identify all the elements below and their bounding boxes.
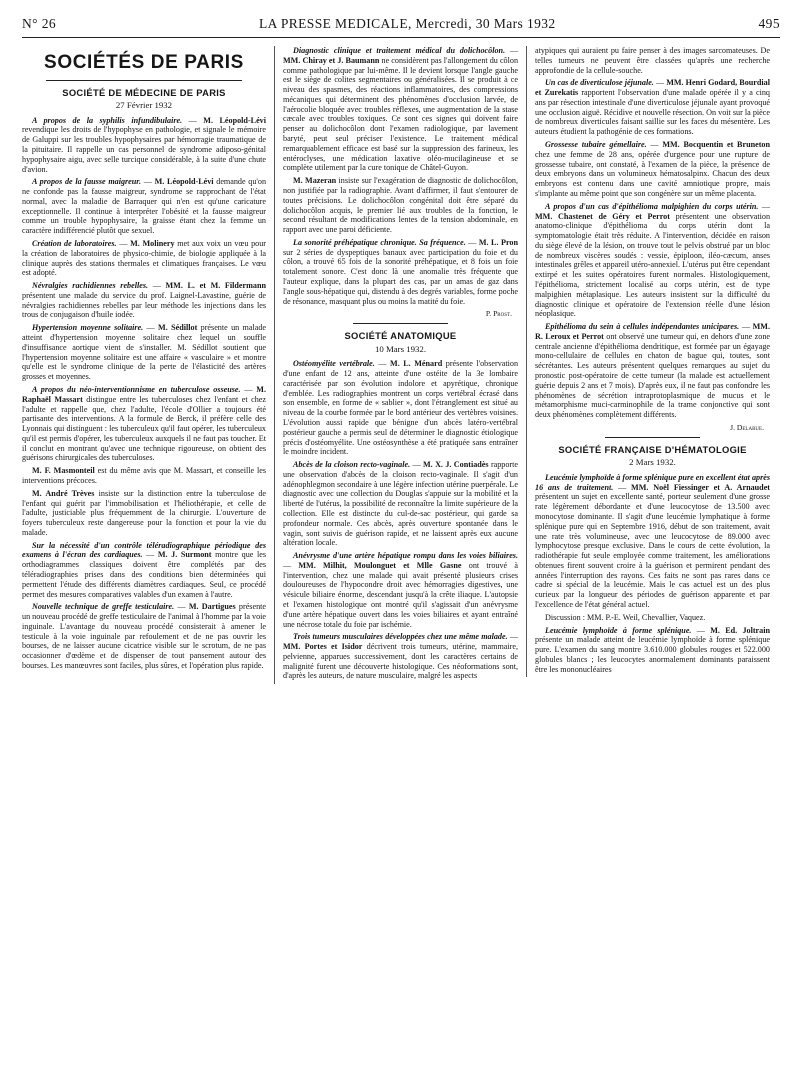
society-date: 2 Mars 1932. bbox=[629, 457, 676, 468]
article-entry: A propos de la fausse maigreur. — M. Léopold-Lévi demande qu'on ne confonde pas la fausse maigreur, syndrome se rapprochant de l'état normal, avec la maladie de Barraquer qui n'en est qu'une caricature exceptionnelle. Il continue à interpréter l'obésité et la fausse maigreur comme un trouble hypophysaire, la graisse étant chez la femme un caractère indifférencié plutôt que sexuel. bbox=[22, 177, 267, 236]
entry-title: Un cas de diverticulose jéjunale. bbox=[545, 78, 654, 88]
entry-authors: M. X. J. Contiadès bbox=[423, 460, 489, 470]
entry-title: Anévrysme d'une artère hépatique rompu dans les voies biliaires. bbox=[293, 551, 518, 561]
entry-authors: MM. Portes et Isidor bbox=[283, 642, 363, 652]
society-title: SOCIÉTÉ DE MÉDECINE DE PARIS bbox=[62, 86, 226, 98]
entry-authors: M. Raphaël Massart bbox=[22, 384, 266, 404]
entry-authors: MM. Noël Fiessinger et A. Arnaudet bbox=[631, 482, 771, 492]
article-entry: Nouvelle technique de greffe testiculaire. — M. Dartigues présente un nouveau procédé de greffe testiculaire de l'animal à l'homme par la voie inguinale. L'avantage du nouveau procédé consisterait à amener le testicule à la voie inguinale par refoulement et de ne pas ouvrir les bourses, de ne laisser aucune cicatrice visible sur le scrotum, de ne pas occasionner d'œdème et de dispenser de tout pansement autour des bourses. Les manœuvres sont faciles, plus sûres, et l'opération plus rapide. bbox=[22, 602, 266, 671]
article-entry bbox=[535, 613, 770, 623]
entry-title: Sur la nécessité d'un contrôle téléradiographique périodique des examens à l'écran des cardiaques. bbox=[22, 540, 266, 560]
page-header bbox=[22, 16, 780, 38]
entry-text: présentent un sujet en excellente santé, porteur seulement d'une grosse rate légèrement débordante et d'une leucocytose de 13.500 avec monocytose dominante. Il s'agit d'une leucémie lymphatique à forme splénique pure qui en Septembre 1916, début de son traitement, avait une rate très volumineuse, avec une leucocytose de 89.000 avec lymphocytose presque exclusive. Dans le cours de cette évolution, la radiothérapie fut seule employée comme traitement, les améliorations obtenues firent souvent croire à la guérison et permirent pendant des années l'interruption des rayons. Ces faits ne sont pas rares dans ce cadre si spécial de la leucémie. Mais le cas actuel est un des plus curieux par la longueur des périodes de guérison apparente et par l'excellence de l'état général actuel. bbox=[535, 492, 770, 609]
entry-text: chez une femme de 28 ans, opérée d'urgence pour une rupture de grossesse tubaire, ont constaté, à l'examen de la pièce, la présence de deux embryons dans un volumineux hématosalpinx. Chacun des deux embryons est contenu dans une cavité amniotique propre, mais s'implante au même point que son congénère sur un même placenta. bbox=[535, 149, 770, 198]
entry-authors: M. Molinery bbox=[130, 239, 175, 248]
article-entry: Névralgies rachidiennes rebelles. — MM. L. et M. Fildermann présentent une malade du service du prof. Laignel-Lavastine, guérie de névralgies rachidiennes rebelles par leur méthode les injections dans les trous de conjugaison d'huile iodée. bbox=[22, 281, 266, 320]
article-entry bbox=[22, 466, 266, 486]
society-title: SOCIÉTÉ FRANÇAISE D'HÉMATOLOGIE bbox=[558, 444, 747, 456]
entry-title: La sonorité préhépatique chronique. Sa fréquence. bbox=[293, 237, 466, 247]
divider bbox=[46, 80, 242, 81]
entry-text: ne considèrent pas l'allongement du côlon comme pathologique par lui-même. Il le devient lorsque l'angle gauche est le siège de colites segmentaires ou généralisées. Il se produit à ce niveau des spasmes, des réactions inflammatoires, des compressions mécaniques qui déterminent des phénomènes d'occlusion larvée, de l'aérocolie bloquée avec troubles réflexes, une augmentation de la stase cæcale avec troubles toxiques. Ce sont ces signes qui doivent faire penser au dolichocôlon dont l'examen radiologique, par lavement baryté, peut seul préciser l'existence. Le traitement médical remarquablement efficace est basé sur la suppression des farineux, les entéroclyses, une médication laxative oléo-mucilagineuse et se complète utilement par la cure tonique de Châtel-Guyon. bbox=[283, 55, 519, 173]
article-entry: Diagnostic clinique et traitement médical du dolichocôlon. — MM. Chiray et J. Baumann ne considèrent pas l'allongement du côlon comme pathologique par lui-même. Il le devient lorsque l'angle gauche est le siège de colites segmentaires ou généralisées. Il se produit à ce niveau des spasmes, des réactions inflammatoires, des compressions mécaniques qui déterminent des phénomènes d'occlusion larvée, de l'aérocolie bloquée avec troubles réflexes, une augmentation de la stase cæcale avec troubles toxiques. Ce sont ces signes qui doivent faire penser au dolichocôlon dont l'examen radiologique, par lavement baryté, peut seul préciser l'existence. Le traitement médical remarquablement efficace est basé sur la suppression des farineux, les entéroclyses, une médication laxative oléo-mucilagineuse et se complète utilement par la cure tonique de Châtel-Guyon. bbox=[283, 46, 519, 173]
entry-title: Leucémie lymphoïde à forme splénique pure en excellent état après 16 ans de traitement. bbox=[535, 472, 770, 492]
main-title: SOCIÉTÉS DE PARIS bbox=[44, 52, 244, 73]
entry-title: Nouvelle technique de greffe testiculaire. bbox=[32, 602, 175, 612]
entry-title: Névralgies rachidiennes rebelles. bbox=[32, 281, 149, 291]
entry-authors: M. J. Surmont bbox=[157, 550, 212, 560]
article-entry bbox=[283, 176, 518, 235]
article-entry: Un cas de diverticulose jéjunale. — MM. Henri Godard, Bourdial et Zurekatis rapportent l'observation d'une malade opérée il y a cinq ans par résection intestinale d'une diverticulose jéjunale ayant provoqué une occlusion aiguë. Récidive et nouvelle résection. On voit sur la pièce de nombreux diverticules faisant saillie sur les faces du mésentère. Les auteurs étudient la pathogénie de ces formations. bbox=[535, 78, 771, 137]
signature: J. Delarue. bbox=[730, 422, 764, 432]
entry-text: décrivent trois tumeurs, utérine, mammaire, pelvienne, apparues successivement, dont les caractères certains de malignité furent une découverte histologique. Ces néoformations sont, d'après les auteurs, de nature musculaire, malgré les aspects bbox=[283, 642, 519, 681]
entry-text: Discussion : MM. P.-E. Weil, Chevallier, Vaquez. bbox=[545, 612, 706, 622]
signature: P. Prost. bbox=[485, 309, 512, 319]
entry-authors: M. F. Masmonteil bbox=[32, 466, 95, 476]
entry-title: Trois tumeurs musculaires développées chez une même malade. bbox=[293, 632, 508, 642]
article-entry: Anévrysme d'une artère hépatique rompu dans les voies biliaires. — MM. Milhit, Moulonguet et Mlle Gasne ont trouvé à l'intervention, chez une malade qui avait présenté plusieurs crises douloureuses de l'hypocondre droit avec hémorragies digestives, une vésicule biliaire énorme, descendant jusqu'à la crête iliaque. L'autopsie et l'examen histologique ont montré qu'il s'agissait d'un anévrysme d'une artère hépatique ouvert dans les voies biliaires et ayant entraîné une nécrose totale du foie par ischémie. bbox=[283, 551, 519, 629]
article-entry: Création de laboratoires. — M. Molinery met aux voix un vœu pour la création de laboratoires de physico-chimie, de biologie appliquée à la clinique auprès des stations thermales et climatiques françaises. Le vœu est adopté. bbox=[22, 239, 267, 278]
article-entry: Trois tumeurs musculaires développées chez une même malade. — MM. Portes et Isidor décrivent trois tumeurs, utérine, mammaire, pelvienne, apparues successivement, dont les caractères certains de malignité furent une découverte histologique. Ces néoformations sont, d'après les auteurs, de nature musculaire, malgré les aspects bbox=[283, 632, 519, 681]
article-entry: Hypertension moyenne solitaire. — M. Sédillot présente un malade atteint d'hypertension moyenne solitaire chez lequel un souffle d'insuffisance aortique vient de s'installer. M. Sédillot soutient que l'hypertension moyenne solitaire est une affaire « vasculaire » et montre qu'elle est le syndrome clinique de la perte de l'élasticité des artères grosses et moyennes. bbox=[22, 323, 267, 382]
entry-text: met aux voix un vœu pour la création de laboratoires de physico-chimie, de biologie appliquée à la clinique auprès des stations thermales et climatiques françaises. Le vœu est adopté. bbox=[22, 239, 267, 278]
entry-text: présentent une malade du service du prof. Laignel-Lavastine, guérie de névralgies rachidiennes rebelles par leur méthode les injections dans les trous de conjugaison d'huile iodée. bbox=[22, 290, 266, 320]
entry-text: rapporte une observation d'abcès de la cloison recto-vaginale. Il s'agit d'un adénophlegmon secondaire à une légère infection utérine puerpérale. Le diagnostic avec une collection du Douglas s'appuie sur la mobilité et la liberté de l'utérus, la possibilité de reconnaître la limite supérieure de la collection. Elle est distincte du cul-de-sac postérieur, qui garde sa profondeur normale. Ces abcès, après ouverture spontanée dans le vagin, sont suivis de guérison rapide, et ne laissent après eux aucune altération locale. bbox=[283, 460, 519, 548]
entry-text: présente un nouveau procédé de greffe testiculaire de l'animal à l'homme par la voie inguinale. L'avantage du nouveau procédé consisterait à amener le testicule à la voie inguinale par refoulement et de ne pas ouvrir les bourses, de ne laisser aucune cicatrice visible sur le scrotum, de ne pas occasionner d'œdème et de dispenser de tout pansement autour des bourses. Les manœuvres sont faciles, plus sûres, et l'opération plus rapide. bbox=[22, 602, 266, 671]
society-date: 10 Mars 1932. bbox=[374, 343, 427, 354]
page-number: 495 bbox=[758, 16, 780, 31]
entry-title: Hypertension moyenne solitaire. bbox=[32, 323, 144, 333]
entry-title: Ostéomyélite vertébrale. bbox=[293, 359, 375, 369]
entry-title: A propos de la syphilis infundibulaire. bbox=[32, 115, 183, 125]
entry-authors: M. Léopold-Lévi bbox=[154, 177, 214, 187]
column-3 bbox=[526, 46, 778, 677]
entry-title: Création de laboratoires. bbox=[32, 239, 117, 248]
article-entry bbox=[22, 489, 266, 538]
entry-authors: MM. Chiray et J. Baumann bbox=[283, 55, 380, 65]
entry-title: Leucémie lymphoïde à forme splénique. bbox=[545, 625, 692, 635]
entry-authors: M. Sédillot bbox=[158, 323, 198, 333]
column-2 bbox=[274, 46, 526, 684]
entry-text: ont observé une tumeur qui, en dehors d'une zone centrale ancienne d'épithélioma dendritique, est formée par un égayage mono-cellulaire de cellules en chaton de bague qui, toutes, sont sécrétantes. Les auteurs présentent quelques remarques au sujet du pronostic post-opératoire de cette tumeur (la malade est actuellement guérie depuis 2 ans et 7 mois). D'après eux, il ne faut pas confondre les phénomènes de sécrétion intraprotoplasmique de mucus et le métamorphisme muci-carminophile de la trame conjonctive qui sont deux phénomènes complètement différents. bbox=[535, 331, 770, 420]
entry-authors: M. L. Pron bbox=[478, 237, 519, 247]
article-entry: A propos d'un cas d'épithélioma malpighien du corps utérin. — MM. Chastenet de Géry et Perrot présentent une observation anatomo-clinique d'épithélioma du corps utérin dont la symptomatologie était très réduite. A l'intervention, décidée en raison du siège élevé de la lésion, on trouve tout le pelvis obstrué par un bloc de nombreux viscères soudés : vessie, épiploon, iléo-cæcum, anses intestinales grêles et appareil utéro-annexiel. L'utérus put être cependant extirpé et les suites opératoires furent normales. Histologiquement, l'épithélioma, strictement localisé au corps utérin, est de type malpighien métaplasique. Les auteurs insistent sur la difficulté du diagnostic clinique et opératoire de l'extension réelle d'une lésion néoplasique. bbox=[535, 201, 771, 319]
society-date: 27 Février 1932 bbox=[115, 100, 173, 111]
entry-text: insiste sur la distinction entre la tuberculose de l'enfant qui guérit par l'immobilisation et l'héliothérapie, et celle de l'adulte, justiciable plus fréquemment de la chirurgie. L'ouverture de foyers tuberculeux reste dangereuse pour la fonction et pour la vie du malade. bbox=[22, 488, 266, 537]
entry-title: Abcès de la cloison recto-vaginale. bbox=[293, 460, 411, 470]
entry-text: ont trouvé à l'intervention, chez une malade qui avait présenté plusieurs crises douloureuses de l'hypocondre droit avec hémorragies digestives, une vésicule biliaire énorme, descendant jusqu'à la crête iliaque. L'autopsie et l'examen histologique ont montré qu'il s'agissait d'un anévrysme d'une artère hépatique ouvert dans les voies biliaires et ayant entraîné une nécrose totale du foie par ischémie. bbox=[283, 560, 519, 629]
entry-title: A propos du néo-interventionnisme en tuberculose osseuse. bbox=[32, 384, 241, 394]
entry-authors: MM. Chastenet de Géry et Perrot bbox=[535, 211, 670, 221]
entry-text: présente un malade atteint de leucémie lymphoïde à forme splénique pure. L'examen du sang montre 3.610.000 globules rouges et 522.000 globules blancs ; les leucocytes anormalement dominants paraissent être les mononucléaires bbox=[535, 635, 770, 674]
entry-title: Diagnostic clinique et traitement médical du dolichocôlon. bbox=[293, 46, 506, 55]
entry-text: présentent une observation anatomo-clinique d'épithélioma du corps utérin dont la symptomatologie était très réduite. A l'intervention, décidée en raison du siège élevé de la lésion, on trouve tout le pelvis obstrué par un bloc de nombreux viscères soudés : vessie, épiploon, iléo-cæcum, anses intestinales grêles et appareil utéro-annexiel. L'utérus put être cependant extirpé et les suites opératoires furent normales. Histologiquement, l'épithélioma, strictement localisé au corps utérin, est de type malpighien métaplasique. Les auteurs insistent sur la difficulté du diagnostic clinique et opératoire de l'extension réelle d'une lésion néoplasique. bbox=[535, 211, 771, 319]
article-entry: Leucémie lymphoïde à forme splénique. — M. Ed. Joltrain présente un malade atteint de leucémie lymphoïde à forme splénique pure. L'examen du sang montre 3.610.000 globules rouges et 522.000 globules blancs ; les leucocytes anormalement dominants paraissent être les mononucléaires bbox=[535, 625, 770, 674]
continued-text: atypiques qui auraient pu faire penser à des images sarcomateuses. De telles tumeurs ne peuvent être classées qu'après une recherche approfondie de la cellule-souche. bbox=[535, 46, 770, 75]
article-entry: A propos du néo-interventionnisme en tuberculose osseuse. — M. Raphaël Massart distingue entre les tuberculoses chez l'enfant et chez l'adulte et rappelle que, chez l'adulte, l'école d'Ollier a toujours été partisante des interventions. A la formule de Berck, il préfère celle des Lyonnais qui distinguent : les tuberculeux qu'il faut opérer, les tuberculeux qu'il est permis d'opérer, les tuberculeux auxquels il ne faut pas toucher. Et il conclut en montrant qu'avec une technique rigoureuse, on obtient des guérisons chirurgicales des tuberculoses. bbox=[22, 384, 266, 463]
entry-text: sur 2 séries de dyspeptiques banaux avec participation du foie et du côlon, a trouvé 65 fois de la sonorité préhépatique, et 8 fois un foie totalement sonore. C'est donc là une anomalie très fréquente que l'auteur explique, dans la plupart des cas, par un amas de gaz dans l'angle sous-hépatique qui, distendu à des degrés variables, forme poche de résonance, masquant plus ou moins la matité du foie. bbox=[283, 247, 518, 306]
article-entry: Leucémie lymphoïde à forme splénique pure en excellent état après 16 ans de traitement. — MM. Noël Fiessinger et A. Arnaudet présentent un sujet en excellente santé, porteur seulement d'une grosse rate légèrement débordante et d'une leucocytose de 13.500 avec monocytose dominante. Il s'agit d'une leucémie lymphatique à forme splénique pure qui en Septembre 1916, début de son traitement, avait une rate très volumineuse, avec une leucocytose de 89.000 avec lymphocytose presque exclusive. Dans le cours de cette évolution, la radiothérapie fut seule employée comme traitement, les améliorations obtenues firent souvent croire à la guérison et permirent pendant des années l'interruption des rayons. Ces faits ne sont pas rares dans ce cadre si spécial de la leucémie. Mais le cas actuel est un des plus curieux par la longueur des périodes de guérison apparente et par l'excellence de l'état général actuel. bbox=[535, 472, 771, 609]
entry-authors: M. L. Ménard bbox=[390, 359, 443, 369]
entry-text: distingue entre les tuberculoses chez l'enfant et chez l'adulte et rappelle que, chez l'adulte, l'école d'Ollier a toujours été partisante des interventions. A la formule de Berck, il préfère celle des Lyonnais qui distinguent : les tuberculeux qu'il faut opérer, les tuberculeux qu'il est permis d'opérer, les tuberculeux auxquels il ne faut pas toucher. Et il conclut en montrant qu'avec une technique rigoureuse, on obtient des guérisons chirurgicales des tuberculoses. bbox=[22, 394, 266, 463]
entry-text: insiste sur l'exagération de diagnostic de dolichocôlon, non justifiée par la radiographie. Avant d'affirmer, il faut s'entourer de toutes précisions. Le dolichocôlon congénital doit être séparé du dolichocôlon acquis, le premier lié aux troubles de la fonction, le second résultant de modifications lentes de la tension abdominale, en rapport avec une paroi déficiente. bbox=[283, 176, 519, 235]
entry-title: Grossesse tubaire gémellaire. bbox=[545, 140, 647, 150]
article-entry: Ostéomyélite vertébrale. — M. L. Ménard présente l'observation d'une enfant de 12 ans, atteinte d'une ostéite de la 3e lombaire caractérisée par son évolution indolore et apyrétique, chronique d'emblée. Les radiographies montrent un corps vertébral écrasé dans son ensemble, en forme de « sablier », dont l'étranglement est situé au niveau de la courbe formée par le bord antérieur des vertèbres voisines. L'évolution aussi rapide que bénigne d'un abcès latéro-vertébral postérieur gauche a permis seul de déterminer le diagnostic étiologique précis d'ostéomyélite. Une ostéosynthèse a été pratiquée sans entraîner le moindre incident. bbox=[283, 359, 519, 457]
entry-title: A propos d'un cas d'épithélioma malpighien du corps utérin. bbox=[545, 201, 759, 211]
article-entry: Sur la nécessité d'un contrôle téléradiographique périodique des examens à l'écran des cardiaques. — M. J. Surmont montre que les orthodiagrammes classiques doivent être complétés par des téléradiographies prises dans des conditions bien déterminées qui permettent l'étude des différents diamètres cardiaques. Seul, ce procédé permet des mesures comparatives valables d'un examen à l'autre. bbox=[22, 540, 267, 599]
column-1 bbox=[22, 46, 274, 674]
entry-authors: M. Léopold-Lévi bbox=[203, 115, 266, 125]
entry-authors: M. Mazeran bbox=[293, 176, 337, 186]
entry-authors: M. Dartigues bbox=[188, 602, 236, 612]
entry-authors: MM. Henri Godard, Bourdial et Zurekatis bbox=[535, 78, 771, 98]
entry-text: demande qu'on ne confonde pas la fausse maigreur, syndrome se rapprochant de l'état normal, avec la maladie de Barraquer qui n'en est qu'une caricature exceptionnelle. Il continue à interpréter l'obésité et la fausse maigreur comme un trouble hypophysaire, la graisse étant chez la femme un caractère indifférencié plutôt que sexuel. bbox=[22, 177, 267, 236]
entry-authors: M. André Trèves bbox=[32, 488, 95, 498]
entry-authors: MM. Milhit, Moulonguet et Mlle Gasne bbox=[298, 560, 462, 570]
entry-title: Epithélioma du sein à cellules indépendantes unicipares. bbox=[545, 322, 740, 332]
society-title: SOCIÉTÉ ANATOMIQUE bbox=[344, 330, 457, 342]
entry-text: montre que les orthodiagrammes classiques doivent être complétés par des téléradiographies prises dans des conditions bien déterminées qui permettent l'étude des différents diamètres cardiaques. Seul, ce procédé permet des mesures comparatives valables d'un examen à l'autre. bbox=[22, 550, 267, 599]
entry-authors: MM. L. et M. Fildermann bbox=[165, 281, 266, 291]
entry-text: est du même avis que M. Massart, et conseille les interventions précoces. bbox=[22, 466, 266, 485]
entry-text: présente l'observation d'une enfant de 12 ans, atteinte d'une ostéite de la 3e lombaire caractérisée par son évolution indolore et apyrétique, chronique d'emblée. Les radiographies montrent un corps vertébral écrasé dans son ensemble, en forme de « sablier », dont l'étranglement est situé au niveau de la courbe formée par le bord antérieur des vertèbres voisines. L'évolution aussi rapide que bénigne d'un abcès latéro-vertébral postérieur gauche a permis seul de déterminer le diagnostic étiologique précis d'ostéomyélite. Une ostéosynthèse a été pratiquée sans entraîner le moindre incident. bbox=[283, 359, 519, 457]
article-entry: La sonorité préhépatique chronique. Sa fréquence. — M. L. Pron sur 2 séries de dyspeptiques banaux avec participation du foie et du côlon, a trouvé 65 fois de la sonorité préhépatique, et 8 fois un foie totalement sonore. C'est donc là une anomalie très fréquente que l'auteur explique, dans la plupart des cas, par un amas de gaz dans l'angle sous-hépatique qui, distendu à des degrés variables, forme poche de résonance, masquant plus ou moins la matité du foie. bbox=[283, 237, 519, 306]
entry-text: présente un malade atteint d'hypertension moyenne solitaire chez lequel un souffle d'insuffisance aortique vient de s'installer. M. Sédillot soutient que l'hypertension moyenne solitaire est une affaire « vasculaire » et montre qu'elle est le syndrome clinique de la perte de l'élasticité des artères grosses et moyennes. bbox=[22, 323, 267, 382]
entry-authors: MM. R. Leroux et Perrot bbox=[535, 322, 771, 341]
entry-authors: M. Ed. Joltrain bbox=[710, 625, 770, 635]
article-entry: A propos de la syphilis infundibulaire. — M. Léopold-Lévi revendique les droits de l'hypophyse en pathologie, et signale le mémoire de Galuppi sur les troubles hypophysaires par hémorragie traumatique de la pituitaire. Il rappelle un cas personnel de syndrome adiposo-génital hypophysaire aigu, avec selle turcique considérable, à la suite d'une chute d'avion. bbox=[22, 115, 266, 174]
article-entry: Abcès de la cloison recto-vaginale. — M. X. J. Contiadès rapporte une observation d'abcès de la cloison recto-vaginale. Il s'agit d'un adénophlegmon secondaire à une légère infection utérine puerpérale. Le diagnostic avec une collection du Douglas s'appuie sur la mobilité et la liberté de l'utérus, la possibilité de reconnaître la limite supérieure de la collection. Elle est distincte du cul-de-sac postérieur, qui garde sa profondeur normale. Ces abcès, après ouverture spontanée dans le vagin, sont suivis de guérison rapide, et ne laissent après eux aucune altération locale. bbox=[283, 460, 519, 548]
entry-text: revendique les droits de l'hypophyse en pathologie, et signale le mémoire de Galuppi sur les troubles hypophysaires par hémorragie traumatique de la pituitaire. Il rappelle un cas personnel de syndrome adiposo-génital hypophysaire aigu, avec selle turcique considérable, à la suite d'une chute d'avion. bbox=[22, 125, 266, 174]
entry-text: rapportent l'observation d'une malade opérée il y a cinq ans par résection intestinale d'une diverticulose jéjunale ayant provoqué une occlusion aiguë. Récidive et nouvelle résection. On voit sur la pièce de nombreux diverticules faisant saillie sur les faces du mésentère. Les auteurs étudient la pathogénie de ces formations. bbox=[535, 88, 770, 137]
divider bbox=[353, 323, 448, 324]
journal-title: LA PRESSE MEDICALE, Mercredi, 30 Mars 1932 bbox=[259, 16, 556, 31]
article-entry: Grossesse tubaire gémellaire. — MM. Bocquentin et Bruneton chez une femme de 28 ans, opérée d'urgence pour une rupture de grossesse tubaire, ont constaté, à l'examen de la pièce, la présence de deux embryons dans un volumineux hématosalpinx. Chacun des deux embryons est contenu dans une cavité amniotique propre, mais s'implante au même point que son congénère sur un même placenta. bbox=[535, 140, 771, 198]
issue-number: N° 26 bbox=[22, 16, 57, 31]
entry-title: A propos de la fausse maigreur. bbox=[32, 177, 142, 187]
divider bbox=[605, 437, 700, 438]
entry-authors: MM. Bocquentin et Bruneton bbox=[662, 140, 771, 150]
article-columns bbox=[22, 46, 780, 684]
article-entry: Epithélioma du sein à cellules indépendantes unicipares. — MM. R. Leroux et Perrot ont observé une tumeur qui, en dehors d'une zone centrale ancienne d'épithélioma dendritique, est formée par un égayage mono-cellulaire de cellules en chaton de bague qui, toutes, sont sécrétantes. Les auteurs présentent quelques remarques au sujet du pronostic post-opératoire de cette tumeur (la malade est actuellement guérie depuis 2 ans et 7 mois). D'après eux, il ne faut pas confondre les phénomènes de sécrétion intraprotoplasmique de mucus et le métamorphisme muci-carminophile de la trame conjonctive qui sont deux phénomènes complètement différents. bbox=[535, 322, 771, 420]
